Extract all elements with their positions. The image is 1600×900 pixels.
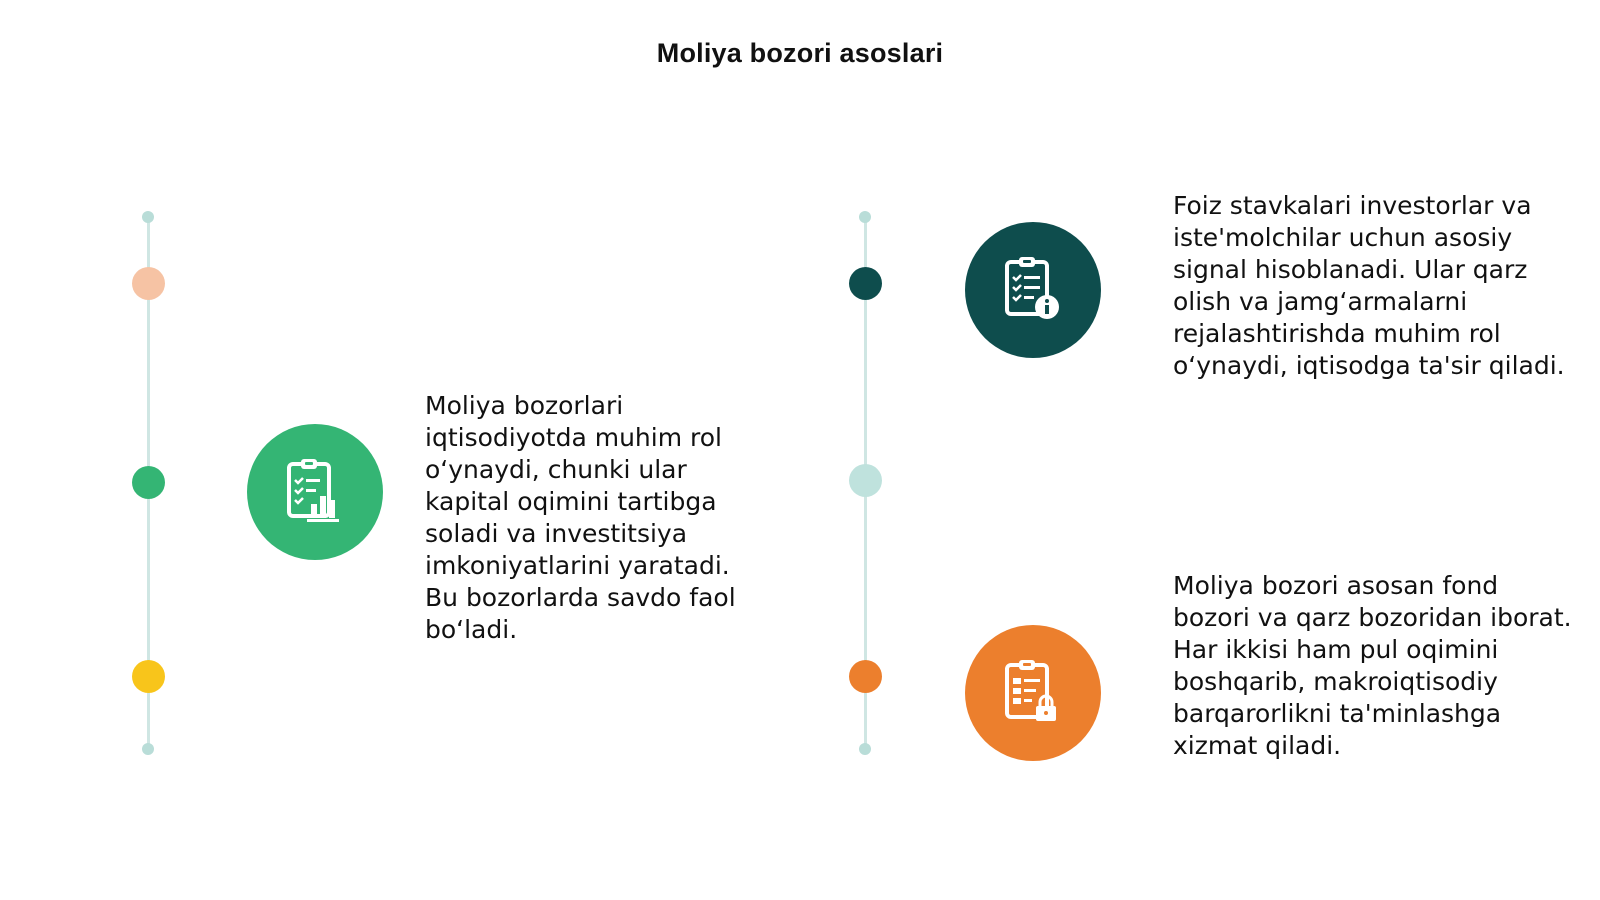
middle-timeline-top-cap bbox=[859, 211, 871, 223]
clipboard-lock-icon bbox=[995, 655, 1071, 731]
left-timeline-bottom-cap bbox=[142, 743, 154, 755]
clipboard-info-icon bbox=[995, 252, 1071, 328]
left-timeline-dot-green bbox=[132, 466, 165, 499]
left-timeline-top-cap bbox=[142, 211, 154, 223]
clipboard-info-icon-circle bbox=[965, 222, 1101, 358]
clipboard-chart-icon-circle bbox=[247, 424, 383, 560]
page-title: Moliya bozori asoslari bbox=[656, 38, 944, 68]
middle-timeline-bottom-cap bbox=[859, 743, 871, 755]
middle-timeline-dot-light-teal bbox=[849, 464, 882, 497]
left-timeline-dot-yellow bbox=[132, 660, 165, 693]
description-3: Moliya bozori asosan fond bozori va qarz bozoridan iborat. Har ikkisi ham pul oqimini boshqarib, makroiqtisodiy barqarorlikni ta'minlashga xizmat qiladi. bbox=[1173, 571, 1572, 760]
left-timeline-dot-peach bbox=[132, 267, 165, 300]
description-1: Moliya bozorlari iqtisodiyotda muhim rol o‘ynaydi, chunki ular kapital oqimini tartibga soladi va investitsiya imkoniyatlarini yaratadi. Bu bozorlarda savdo faol bo‘ladi. bbox=[425, 391, 736, 644]
clipboard-lock-icon-circle bbox=[965, 625, 1101, 761]
clipboard-chart-icon bbox=[277, 454, 353, 530]
middle-timeline-dot-dark-teal bbox=[849, 267, 882, 300]
description-2: Foiz stavkalari investorlar va iste'molchilar uchun asosiy signal hisoblanadi. Ular qarz olish va jamg‘armalarni rejalashtirishda muhim rol o‘ynaydi, iqtisodga ta'sir qiladi. bbox=[1173, 191, 1565, 380]
middle-timeline-dot-orange bbox=[849, 660, 882, 693]
